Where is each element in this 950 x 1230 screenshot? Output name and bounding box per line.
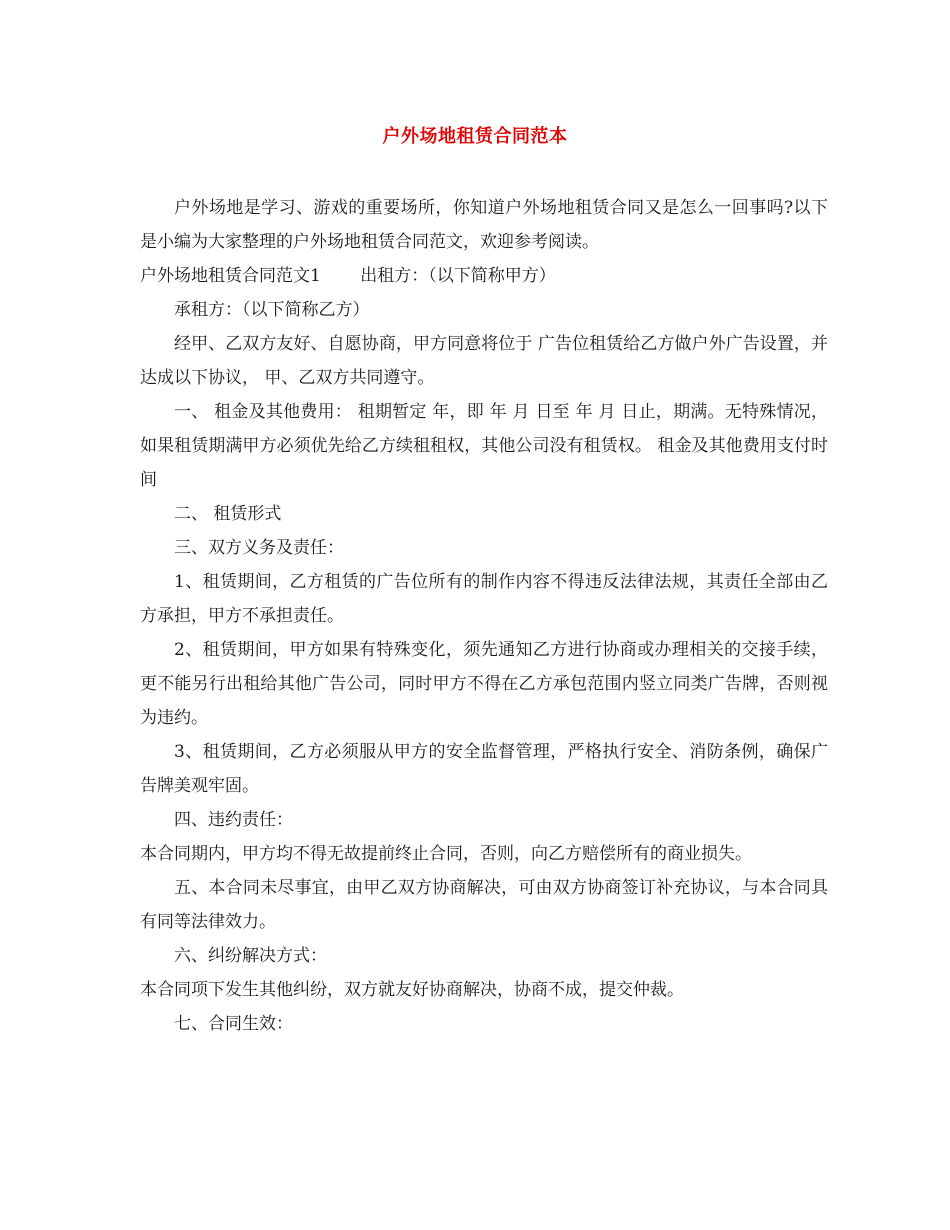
paragraph: 户外场地租赁合同范文1 出租方：（以下简称甲方） xyxy=(140,266,556,286)
paragraph: 四、违约责任： xyxy=(174,810,293,830)
paragraph: 1、租赁期间，乙方租赁的广告位所有的制作内容不得违反法律法规，其责任全部由乙方承担，甲方不承担责任。 xyxy=(140,572,828,626)
paragraph: 户外场地是学习、游戏的重要场所，你知道户外场地租赁合同又是怎么一回事吗?以下是小编为大家整理的户外场地租赁合同范文，欢迎参考阅读。 xyxy=(140,198,828,252)
paragraph: 五、本合同未尽事宜，由甲乙双方协商解决，可由双方协商签订补充协议，与本合同具有同等法律效力。 xyxy=(140,878,828,932)
paragraph: 三、双方义务及责任： xyxy=(174,538,344,558)
paragraph: 六、纠纷解决方式： xyxy=(174,946,327,966)
document-title: 户外场地租赁合同范本 xyxy=(382,126,568,147)
paragraph: 经甲、乙双方友好、自愿协商，甲方同意将位于 广告位租赁给乙方做户外广告设置，并达成以下协议， 甲、乙双方共同遵守。 xyxy=(140,334,828,388)
paragraph: 七、合同生效： xyxy=(174,1014,293,1034)
paragraph: 3、租赁期间，乙方必须服从甲方的安全监督管理，严格执行安全、消防条例，确保广告牌美观牢固。 xyxy=(140,742,828,796)
paragraph: 二、 租赁形式 xyxy=(174,504,282,524)
paragraph: 2、租赁期间，甲方如果有特殊变化，须先通知乙方进行协商或办理相关的交接手续，更不能另行出租给其他广告公司，同时甲方不得在乙方承包范围内竖立同类广告牌，否则视为违约。 xyxy=(140,640,828,728)
paragraph: 承租方：（以下简称乙方） xyxy=(174,300,370,320)
paragraph: 本合同项下发生其他纠纷，双方就友好协商解决，协商不成，提交仲裁。 xyxy=(140,980,684,1000)
document-body xyxy=(140,191,828,1041)
paragraph: 一、 租金及其他费用： 租期暂定 年，即 年 月 日至 年 月 日止，期满。无特殊情况，如果租赁期满甲方必须优先给乙方续租租权，其他公司没有租赁权。 租金及其他费用支付时间 xyxy=(140,402,828,490)
paragraph: 本合同期内，甲方均不得无故提前终止合同，否则，向乙方赔偿所有的商业损失。 xyxy=(140,844,752,864)
